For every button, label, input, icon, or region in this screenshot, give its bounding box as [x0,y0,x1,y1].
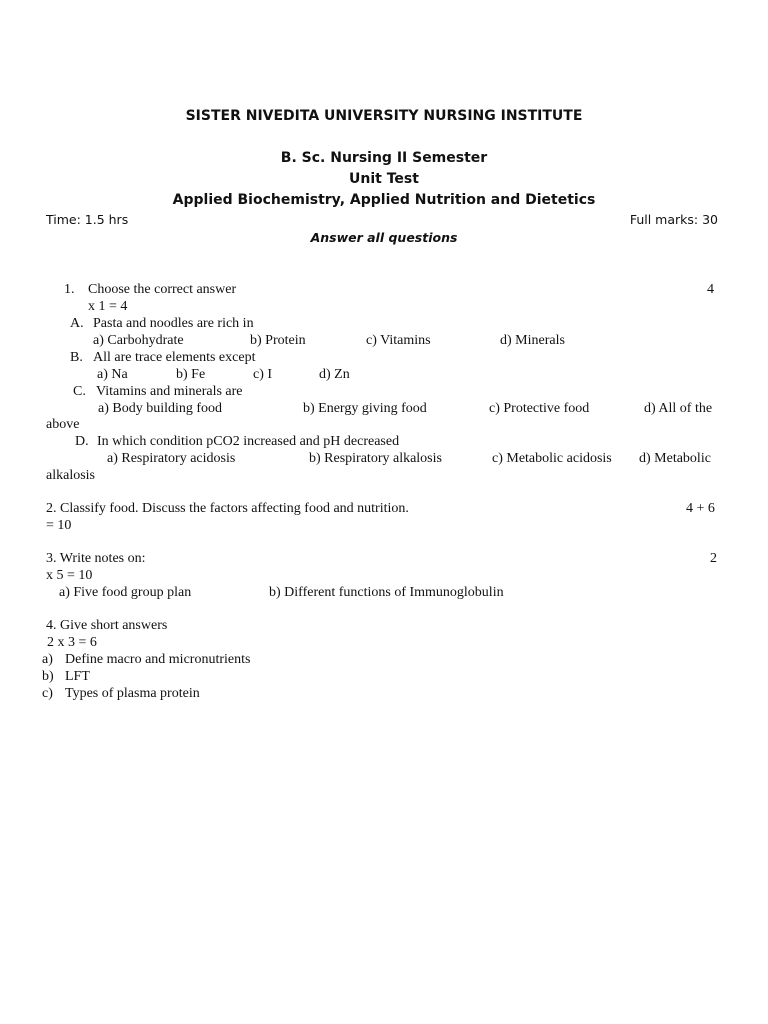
q1b-option: b) Fe [176,367,206,382]
q1d-option: d) Metabolic [639,451,711,466]
q4-item-text: LFT [65,669,90,684]
q1-text: Choose the correct answer [88,282,237,297]
course-title: B. Sc. Nursing II Semester [280,150,488,166]
q1a-text: Pasta and noodles are rich in [93,316,254,331]
q4-item-text: Types of plasma protein [65,686,200,701]
q3-option: b) Different functions of Immunoglobulin [269,585,504,600]
q3-text: 3. Write notes on: [46,551,146,566]
q1b-option: c) I [253,367,273,382]
q1-marks-cont: x 1 = 4 [88,299,128,314]
q4-item-label: a) [42,652,53,667]
instruction: Answer all questions [310,230,458,245]
time-label: Time: 1.5 hrs [46,212,129,227]
q1a-option: d) Minerals [500,333,565,348]
q1d-label: D. [75,434,89,449]
q1a-option: c) Vitamins [366,333,431,348]
q4-item-text: Define macro and micronutrients [65,652,251,667]
q1c-option-wrap: above [46,417,80,432]
q4-marks: 2 x 3 = 6 [47,635,97,650]
q1c-text: Vitamins and minerals are [96,384,243,399]
q1d-option: c) Metabolic acidosis [492,451,612,466]
q1d-option: a) Respiratory acidosis [107,451,236,466]
q1b-label: B. [70,350,83,365]
q1d-option: b) Respiratory alkalosis [309,451,442,466]
institute-title: SISTER NIVEDITA UNIVERSITY NURSING INSTITUTE [185,108,583,124]
q4-text: 4. Give short answers [46,618,168,633]
q3-option: a) Five food group plan [59,585,192,600]
q1c-label: C. [73,384,86,399]
q2-marks: 4 + 6 [686,501,715,516]
q1c-option: d) All of the [644,401,713,416]
q1b-option: d) Zn [319,367,350,382]
q1b-text: All are trace elements except [93,350,256,365]
full-marks-label: Full marks: 30 [629,212,718,227]
q1d-option-wrap: alkalosis [46,468,95,483]
q3-marks-cont: x 5 = 10 [46,568,93,583]
q1a-option: a) Carbohydrate [93,333,184,348]
q1a-label: A. [70,316,84,331]
q4-item-label: c) [42,686,53,701]
q2-marks-cont: = 10 [46,518,72,533]
subject-title: Applied Biochemistry, Applied Nutrition and Dietetics [172,192,596,208]
q1a-option: b) Protein [250,333,306,348]
q1c-option: b) Energy giving food [303,401,427,416]
q1-number: 1. [64,282,75,297]
q1c-option: a) Body building food [98,401,223,416]
q1-marks: 4 [707,282,714,297]
q4-item-label: b) [42,669,54,684]
q3-marks: 2 [710,551,717,566]
exam-title: Unit Test [349,171,419,187]
q1d-text: In which condition pCO2 increased and pH decreased [97,434,400,449]
q1b-option: a) Na [97,367,128,382]
q1c-option: c) Protective food [489,401,590,416]
q2-text: 2. Classify food. Discuss the factors affecting food and nutrition. [46,501,409,516]
